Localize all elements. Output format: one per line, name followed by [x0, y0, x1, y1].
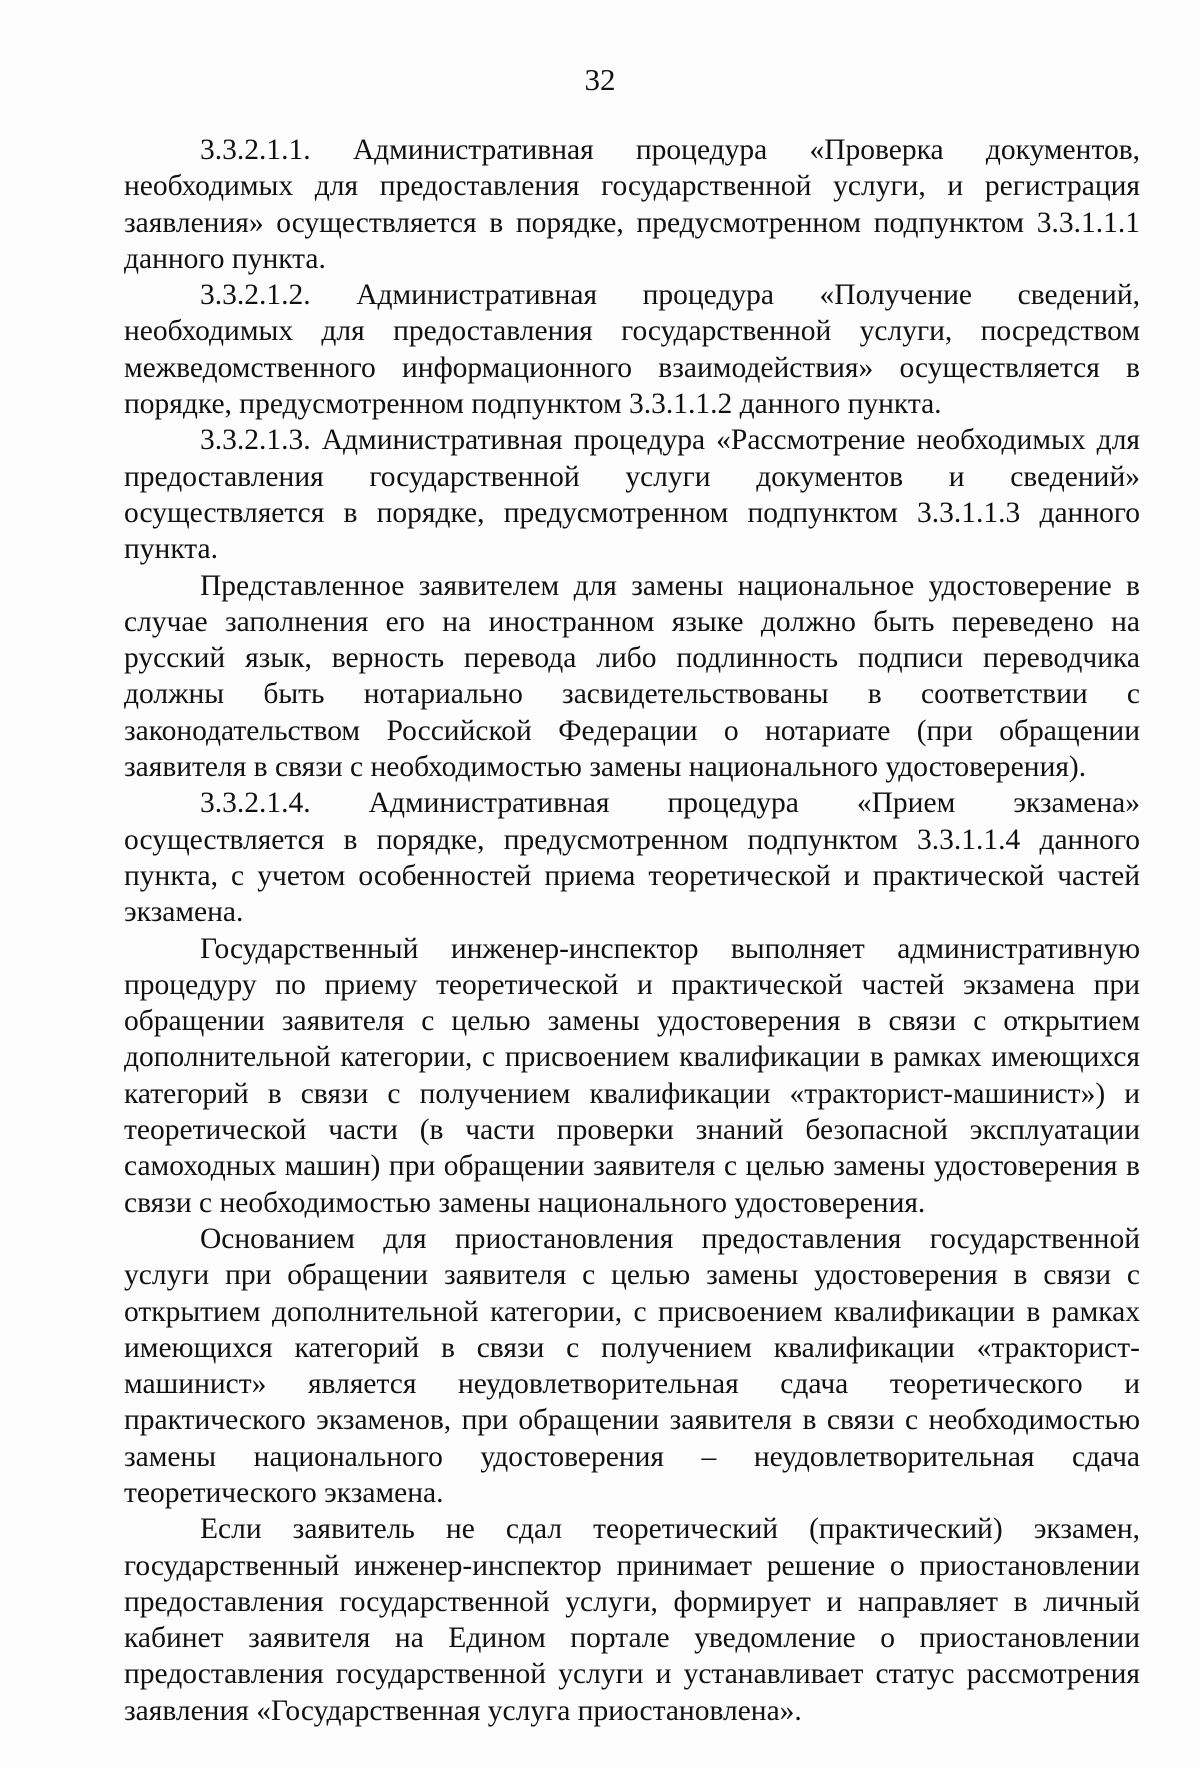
- paragraph-suspension-grounds: Основанием для приостановления предоставления государственной услуги при обращении заявителя с целью замены удостоверения в связи с открытием дополнительной категории, с присвоением квалификации в рамках имеющихся категорий в связи с получением квалификации «тракторист-машинист» является неудовлетворительная сдача теоретического и практического экзаменов, при обращении заявителя в связи с необходимостью замены национального удостоверения – неудовлетворительная сдача теоретического экзамена.: [124, 1222, 1140, 1509]
- paragraph-3-3-2-1-2: 3.3.2.1.2. Административная процедура «Получение сведений, необходимых для предоставления государственной услуги, посредством межведомственного информационного взаимодействия» осуществляется в порядке, предусмотренном подпунктом 3.3.1.1.2 данного пункта.: [124, 279, 1140, 421]
- paragraph-3-3-2-1-4: 3.3.2.1.4. Административная процедура «Прием экзамена» осуществляется в порядке, предусмотренном подпунктом 3.3.1.1.4 данного пункта, с учетом особенностей приема теоретической и практической частей экзамена.: [124, 787, 1140, 929]
- document-body: [124, 132, 1140, 1729]
- page-number: 32: [584, 62, 616, 97]
- paragraph-suspension-decision: Если заявитель не сдал теоретический (практический) экзамен, государственный инженер-инспектор принимает решение о приостановлении предоставления государственной услуги, формирует и направляет в личный кабинет заявителя на Едином портале уведомление о приостановлении предоставления государственной услуги и устанавливает статус рассмотрения заявления «Государственная услуга приостановлена».: [124, 1513, 1140, 1727]
- paragraph-3-3-2-1-3: 3.3.2.1.3. Административная процедура «Рассмотрение необходимых для предоставления государственной услуги документов и сведений» осуществляется в порядке, предусмотренном подпунктом 3.3.1.1.3 данного пункта.: [124, 424, 1140, 566]
- paragraph-inspector-exam: Государственный инженер-инспектор выполняет административную процедуру по приему теоретической и практической частей экзамена при обращении заявителя с целью замены удостоверения в связи с открытием дополнительной категории, с присвоением квалификации в рамках имеющихся категорий в связи с получением квалификации «тракторист-машинист») и теоретической части (в части проверки знаний безопасной эксплуатации самоходных машин) при обращении заявителя с целью замены удостоверения в связи с необходимостью замены национального удостоверения.: [124, 932, 1140, 1219]
- paragraph-3-3-2-1-1: 3.3.2.1.1. Административная процедура «Проверка документов, необходимых для предоставления государственной услуги, и регистрация заявления» осуществляется в порядке, предусмотренном подпунктом 3.3.1.1.1 данного пункта.: [124, 134, 1140, 275]
- paragraph-national-license-translation: Представленное заявителем для замены национальное удостоверение в случае заполнения его на иностранном языке должно быть переведено на русский язык, верность перевода либо подлинность подписи переводчика должны быть нотариально засвидетельствованы в соответствии с законодательством Российской Федерации о нотариате (при обращении заявителя в связи с необходимостью замены национального удостоверения).: [124, 569, 1140, 784]
